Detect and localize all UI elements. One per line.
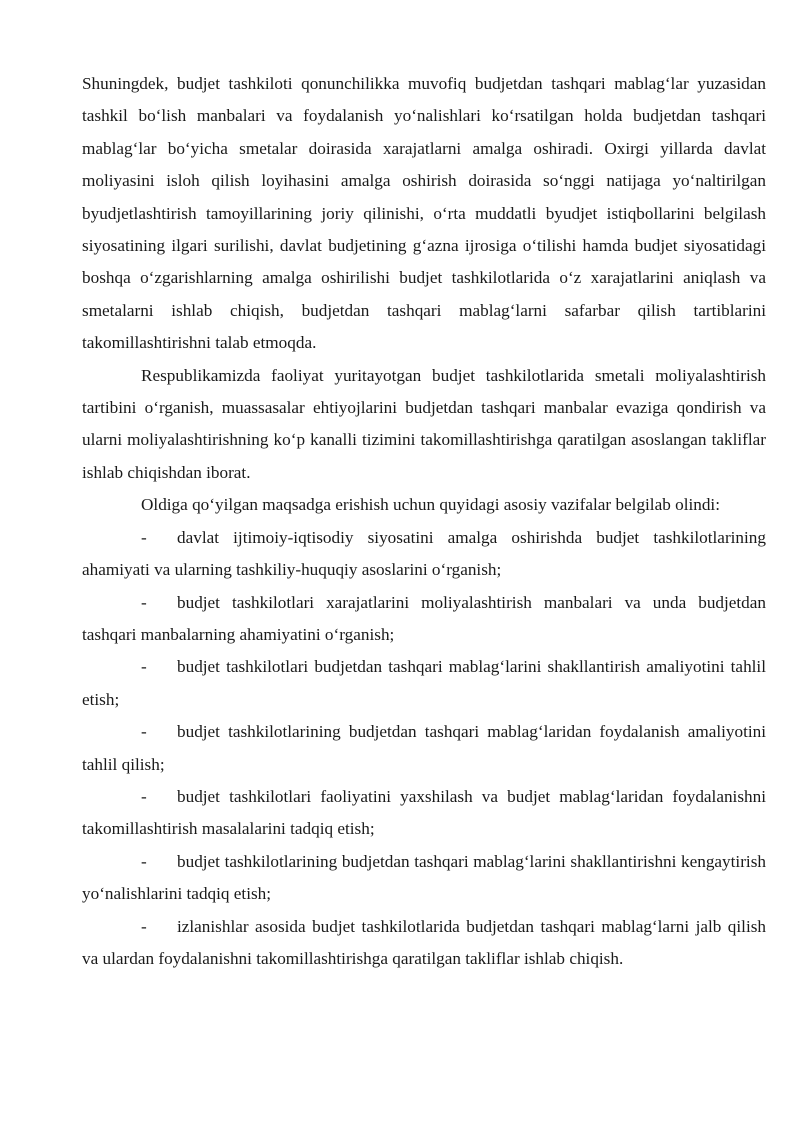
task-list [82,522,766,976]
list-dash: - [141,851,147,871]
list-item [82,587,766,652]
paragraph-intro: Shuningdek, budjet tashkiloti qonunchilikka muvofiq budjetdan tashqari mablag‘lar yuzasidan tashkil bo‘lish manbalari va foydalanish yo‘nalishlari ko‘rsatilgan holda budjetdan tashqari mablag‘lar bo‘yicha smetalar doirasida xarajatlarni amalga oshiradi. Oxirgi yillarda davlat moliyasini isloh qilish loyihasini amalga oshirish doirasida so‘nggi natijaga yo‘naltirilgan byudjetlashtirish tamoyillarining joriy qilinishi, o‘rta muddatli byudjet istiqbollarini belgilash siyosatining ilgari surilishi, davlat budjetining g‘azna ijrosiga o‘tilishi hamda budjet siyosatidagi boshqa o‘zgarishlarning amalga oshirilishi budjet tashkilotlarida o‘z xarajatlarini aniqlash va smetalarni ishlab chiqish, budjetdan tashqari mablag‘larni safarbar qilish tartiblarini takomillashtirishni talab etmoqda. [82,74,766,353]
list-item [82,911,766,976]
list-item [82,651,766,716]
list-item-text: budjet tashkilotlarining budjetdan tashqari mablag‘larini shakllantirishni kengaytirish yo‘nalishlarini tadqiq etish; [82,851,766,904]
list-item-text: izlanishlar asosida budjet tashkilotlarida budjetdan tashqari mablag‘larni jalb qilish va ulardan foydalanishni takomillashtirishga qaratilgan takliflar ishlab chiqish. [82,916,766,968]
list-dash: - [141,722,147,742]
list-item [82,781,766,846]
list-item [82,522,766,587]
list-dash: - [141,592,147,612]
list-item-text: davlat ijtimoiy-iqtisodiy siyosatini amalga oshirishda budjet tashkilotlarining ahamiyati va ularning tashkiliy-huquqiy asoslarini o‘rganish; [82,527,766,580]
list-item-text: budjet tashkilotlari budjetdan tashqari mablag‘larini shakllantirish amaliyotini tahlil etish; [82,657,766,709]
list-dash: - [141,916,147,936]
document-body [82,68,766,975]
list-dash: - [141,786,147,806]
list-item-text: budjet tashkilotlari xarajatlarini moliyalashtirish manbalari va unda budjetdan tashqari manbalarning ahamiyatini o‘rganish; [82,592,766,644]
list-item-text: budjet tashkilotlari faoliyatini yaxshilash va budjet mablag‘laridan foydalanishni takomillashtirish masalalarini tadqiq etish; [82,786,766,839]
list-item [82,846,766,911]
list-dash: - [141,657,147,677]
paragraph-purpose: Respublikamizda faoliyat yuritayotgan budjet tashkilotlarida smetali moliyalashtirish tartibini o‘rganish, muassasalar ehtiyojlarini budjetdan tashqari manbalar evaziga qondirish va ularni moliyalashtirishning ko‘p kanalli tizimini takomillashtirishga qaratilgan asoslangan takliflar ishlab chiqishdan iborat. [82,365,766,482]
paragraph-tasks-intro: Oldiga qo‘yilgan maqsadga erishish uchun quyidagi asosiy vazifalar belgilab olindi: [141,495,720,515]
list-item-text: budjet tashkilotlarining budjetdan tashqari mablag‘laridan foydalanish amaliyotini tahlil qilish; [82,722,766,774]
list-dash: - [141,527,147,547]
list-item [82,716,766,781]
